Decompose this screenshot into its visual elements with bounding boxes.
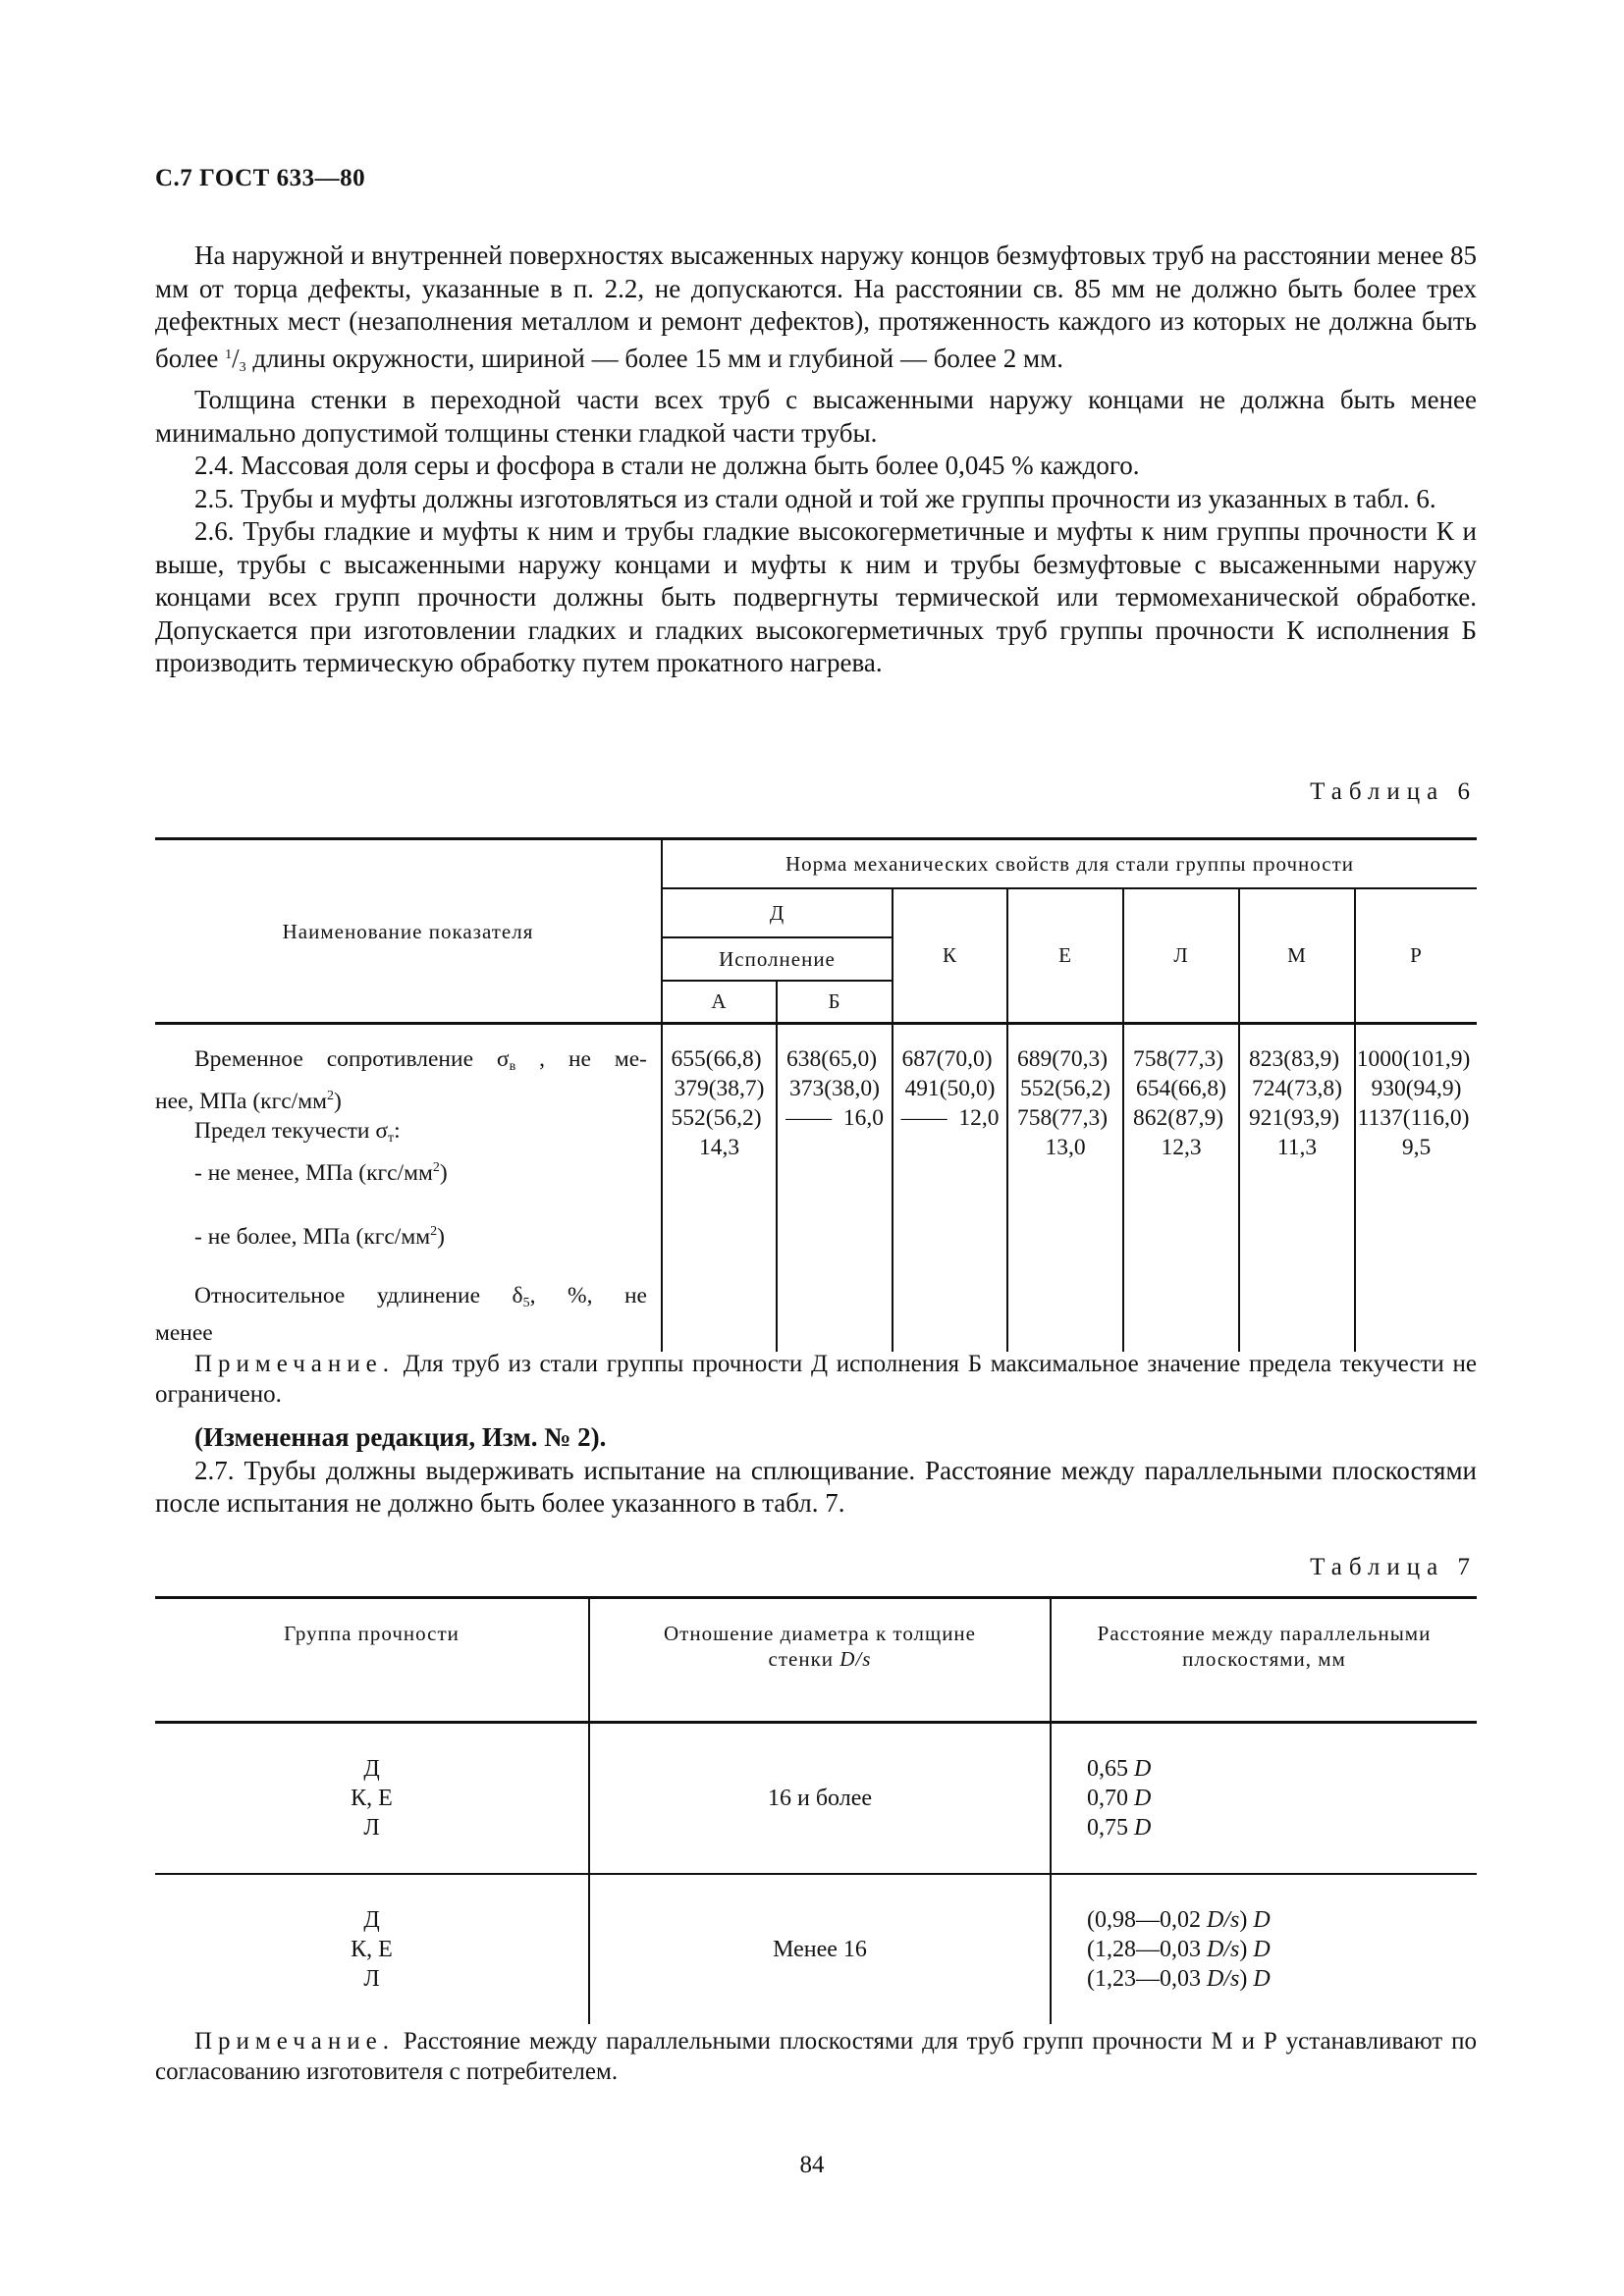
paragraph-2-4: 2.4. Массовая доля серы и фосфора в стали не должна быть более 0,045 % каждого.	[194, 451, 1140, 480]
page-number: 84	[799, 2152, 825, 2178]
distance-values: (0,98—0,02 D/s) D (1,28—0,03 D/s) D (1,23—0,03 D/s) D	[1051, 1874, 1477, 2024]
note-table6	[155, 1349, 1477, 1410]
ratio-value: 16 и более	[589, 1723, 1051, 1875]
header-strength-group: Группа прочности	[155, 1598, 589, 1723]
header-group-d: Д	[662, 888, 893, 937]
header-indicator: Наименование показателя	[155, 839, 662, 1024]
header-exec-b: Б	[777, 981, 893, 1024]
note-label: Примечание.	[194, 1351, 396, 1377]
paragraph-surface-defects: На наружной и внутренней поверхностях высаженных наружу концов безмуфтовых труб на расстоянии менее 85 мм от торца дефекты, указанные в п. 2.2, не допускаются. На расстоянии св. 85 мм не должно быть более трех дефектных мест (незаполнения металлом и ремонт дефектов), протяженность каждого из которых не должна быть более $^1/_3$ длины окружности, шириной — более 15 мм и глубиной — более 2 мм.	[155, 240, 1477, 375]
paragraph-2-7: 2.7. Трубы должны выдерживать испытание на сплющивание. Расстояние между параллельными плоскостями после испытания не должно быть более указанного в табл. 7.	[155, 1455, 1477, 1518]
distance-values: 0,65 D 0,70 D 0,75 D	[1051, 1723, 1477, 1875]
paragraph-2-6: 2.6. Трубы гладкие и муфты к ним и трубы гладкие высокогерметичные и муфты к ним группы прочности К и выше, трубы с высаженными наружу концами и муфты к ним и трубы безмуфтовые с высаженными наружу концами всех групп прочности должны быть подвергнуты термической или термомеханической обработке. Допускается при изготовлении гладких и гладких высокогерметичных труб группы прочности К исполнения Б производить термическую обработку путем прокатного нагрева.	[155, 516, 1477, 677]
value-column-r: 1000(101,9) 930(94,9) 1137(116,0) 9,5	[1355, 1024, 1477, 1353]
header-exec-a: А	[662, 981, 777, 1024]
page-header: С.7 ГОСТ 633—80	[155, 165, 366, 191]
note-label: Примечание.	[194, 2028, 396, 2055]
table-row	[155, 1723, 1477, 1875]
value-column-k: 687(70,0) 491(50,0) —— 12,0	[893, 1024, 1007, 1353]
value-column-l: 758(77,3) 654(66,8) 862(87,9) 12,3	[1123, 1024, 1239, 1353]
header-group: К	[893, 888, 1007, 1024]
header-group: Л	[1123, 888, 1239, 1024]
table-row	[155, 1874, 1477, 2024]
paragraph-2-5: 2.5. Трубы и муфты должны изготовляться из стали одной и той же группы прочности из указанных в табл. 6.	[194, 483, 1436, 513]
header-execution: Исполнение	[662, 937, 893, 981]
table-row	[155, 1024, 1477, 1353]
value-column-d-b: 638(65,0) 373(38,0) —— 16,0	[777, 1024, 893, 1353]
table7-caption: Таблица 7	[1310, 1554, 1477, 1580]
paragraph-wall-thickness: Толщина стенки в переходной части всех труб с высаженными наружу концами не должна быть менее минимально допустимой толщины стенки гладкой части трубы.	[155, 385, 1477, 448]
value-column-e: 689(70,3) 552(56,2) 758(77,3) 13,0	[1007, 1024, 1123, 1353]
strength-groups: Д К, Е Л	[351, 1907, 393, 1992]
header-ratio: Отношение диаметра к толщине стенки D/s	[589, 1598, 1051, 1723]
value-column-m: 823(83,9) 724(73,8) 921(93,9) 11,3	[1239, 1024, 1355, 1353]
header-distance: Расстояние между параллельными плоскостями, мм	[1051, 1598, 1477, 1723]
note-table7	[155, 2026, 1477, 2087]
table-7	[155, 1596, 1477, 2024]
indicator-names: Временное сопротивление $\sigma_в$ , не ме- нее, МПа $(кгс/мм^2)$ Предел текучести $\sigma_т$: - не менее, МПа $(кгс/мм^2)$ - не более, МПа $(кгс/мм^2)$ Относительное удлинение $\delta_5$, %, не менее	[155, 1046, 648, 1346]
value-column-d-a: 655(66,8) 379(38,7) 552(56,2) 14,3	[662, 1024, 777, 1353]
header-norm: Норма механических свойств для стали группы прочности	[662, 839, 1477, 888]
table6-caption: Таблица 6	[1310, 778, 1477, 805]
note-text: Для труб из стали группы прочности Д исполнения Б максимальное значение предела текучести не ограничено.	[155, 1351, 1478, 1408]
header-group: М	[1239, 888, 1355, 1024]
amendment-block	[155, 1421, 1477, 1521]
amendment-note: (Измененная редакция, Изм. № 2).	[194, 1422, 607, 1452]
header-group: Е	[1007, 888, 1123, 1024]
table-6	[155, 837, 1477, 1352]
body-text	[155, 240, 1477, 680]
strength-groups: Д К, Е Л	[155, 1723, 589, 1875]
ratio-value: Менее 16	[589, 1874, 1051, 2024]
note-text: Расстояние между параллельными плоскостями для труб групп прочности М и Р устанавливают по согласованию изготовителя с потребителем.	[155, 2028, 1477, 2085]
header-group: Р	[1355, 888, 1477, 1024]
